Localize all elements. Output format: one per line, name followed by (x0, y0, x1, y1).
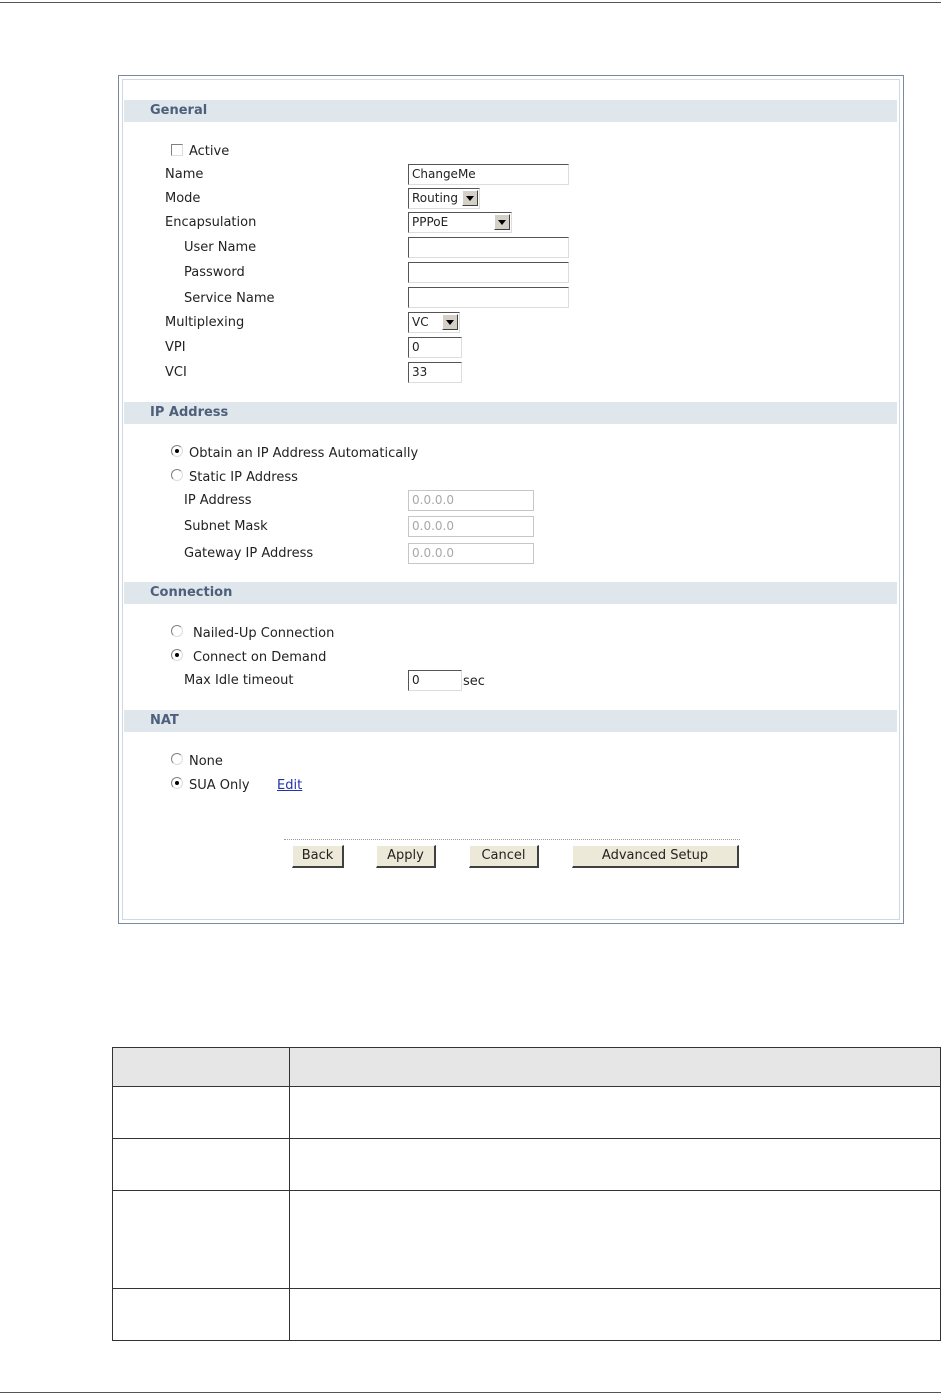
advanced-setup-button[interactable]: Advanced Setup (572, 845, 739, 868)
vci-label: VCI (165, 365, 187, 380)
table-cell (290, 1087, 941, 1139)
service-name-input[interactable] (408, 287, 569, 308)
nat-none-label: None (189, 754, 223, 769)
mode-select[interactable] (408, 188, 480, 209)
nat-none-radio[interactable] (171, 753, 183, 765)
section-title-connection: Connection (150, 585, 233, 600)
ip-address-label: IP Address (184, 493, 252, 508)
connect-on-demand-label: Connect on Demand (193, 650, 327, 665)
table-cell (113, 1191, 290, 1289)
multiplexing-select[interactable] (408, 312, 460, 333)
description-table (112, 1047, 941, 1341)
user-name-label: User Name (184, 240, 257, 255)
encapsulation-select-value: PPPoE (412, 215, 449, 229)
chevron-down-icon[interactable] (442, 314, 458, 330)
table-cell (290, 1191, 941, 1289)
name-input[interactable]: ChangeMe (408, 164, 569, 185)
name-label: Name (165, 167, 204, 182)
table-cell (113, 1139, 290, 1191)
section-bar-general (124, 100, 897, 122)
chevron-down-icon[interactable] (462, 190, 478, 206)
active-label: Active (189, 144, 230, 159)
nat-sua-only-radio[interactable] (171, 777, 183, 789)
obtain-ip-auto-radio[interactable] (171, 445, 183, 457)
max-idle-input[interactable]: 0 (408, 670, 462, 691)
active-checkbox[interactable] (171, 144, 183, 156)
vci-input[interactable]: 33 (408, 362, 462, 383)
page-bottom-rule (0, 1392, 941, 1393)
nat-edit-link[interactable]: Edit (277, 778, 303, 793)
table-header-cell (113, 1048, 290, 1087)
multiplexing-label: Multiplexing (165, 315, 245, 330)
connect-on-demand-radio[interactable] (171, 649, 183, 661)
nailed-up-radio[interactable] (171, 625, 183, 637)
table-row (113, 1087, 941, 1139)
section-bar-ip-address (124, 402, 897, 424)
table-cell (290, 1289, 941, 1341)
max-idle-label: Max Idle timeout (184, 673, 294, 688)
table-cell (113, 1087, 290, 1139)
nailed-up-label: Nailed-Up Connection (193, 626, 335, 641)
table-cell (290, 1139, 941, 1191)
obtain-ip-auto-label: Obtain an IP Address Automatically (189, 446, 419, 461)
table-cell (113, 1289, 290, 1341)
subnet-mask-input[interactable]: 0.0.0.0 (408, 516, 534, 537)
user-name-input[interactable] (408, 237, 569, 258)
encapsulation-label: Encapsulation (165, 215, 257, 230)
password-label: Password (184, 265, 245, 280)
vpi-input[interactable]: 0 (408, 337, 462, 358)
back-button[interactable]: Back (292, 845, 344, 868)
ip-address-input[interactable]: 0.0.0.0 (408, 490, 534, 511)
table-row (113, 1139, 941, 1191)
page-top-rule (0, 2, 941, 3)
service-name-label: Service Name (184, 291, 275, 306)
section-title-ip-address: IP Address (150, 405, 229, 420)
mode-select-value: Routing (412, 191, 459, 205)
chevron-down-icon[interactable] (494, 214, 510, 230)
static-ip-label: Static IP Address (189, 470, 298, 485)
vpi-label: VPI (165, 340, 186, 355)
section-bar-connection (124, 582, 897, 604)
multiplexing-select-value: VC (412, 315, 429, 329)
apply-button[interactable]: Apply (376, 845, 436, 868)
section-bar-nat (124, 710, 897, 732)
table-row (113, 1289, 941, 1341)
section-title-nat: NAT (150, 713, 179, 728)
encapsulation-select[interactable] (408, 212, 512, 233)
cancel-button[interactable]: Cancel (469, 845, 539, 868)
mode-label: Mode (165, 191, 201, 206)
max-idle-unit: sec (463, 674, 485, 689)
section-title-general: General (150, 103, 208, 118)
gateway-ip-input[interactable]: 0.0.0.0 (408, 543, 534, 564)
gateway-ip-label: Gateway IP Address (184, 546, 314, 561)
password-input[interactable] (408, 262, 569, 283)
table-header-cell (290, 1048, 941, 1087)
button-row-divider (284, 839, 740, 840)
table-row (113, 1191, 941, 1289)
nat-sua-only-label: SUA Only (189, 778, 250, 793)
table-header-row (113, 1048, 941, 1087)
static-ip-radio[interactable] (171, 469, 183, 481)
subnet-mask-label: Subnet Mask (184, 519, 268, 534)
